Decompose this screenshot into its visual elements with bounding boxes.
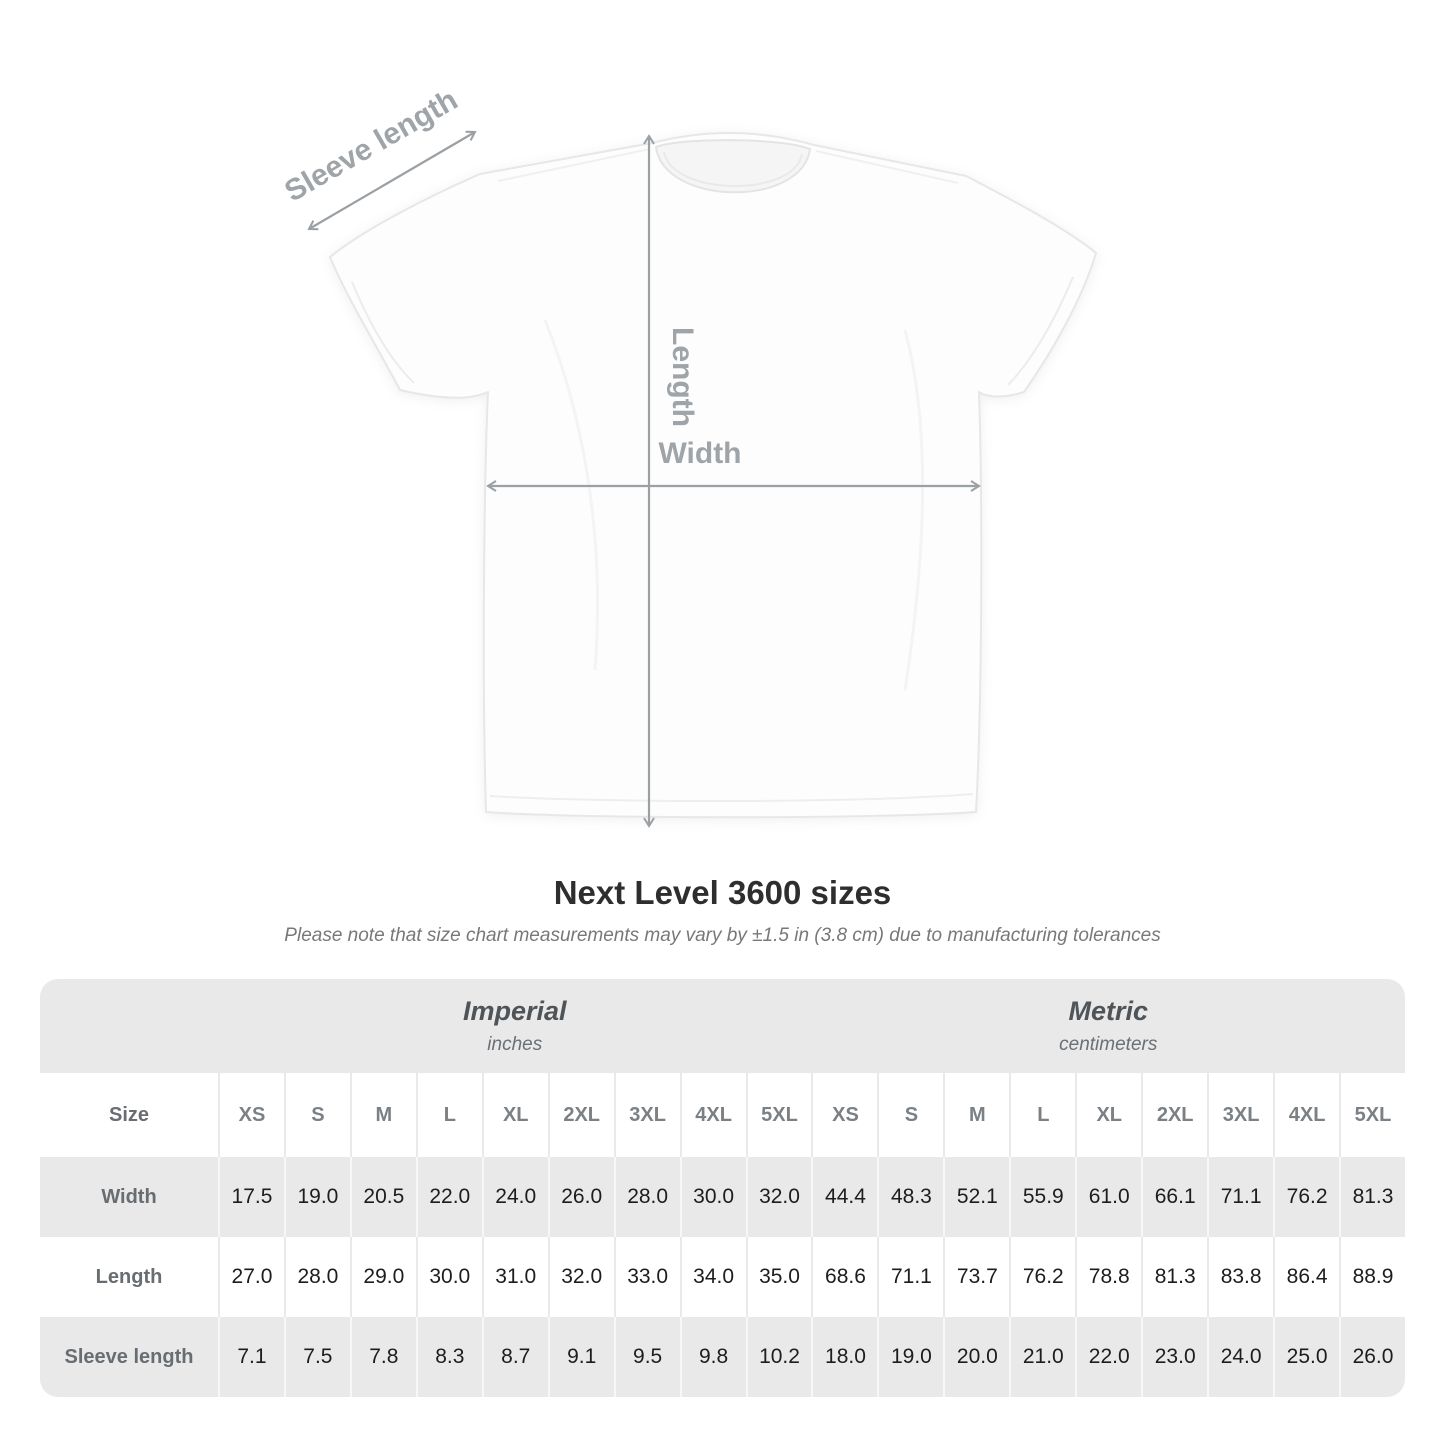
- measurement-value: 17.5: [218, 1157, 284, 1237]
- size-table: [40, 979, 1405, 1397]
- size-header-row: [40, 1073, 1405, 1157]
- measurement-value: 8.7: [482, 1317, 548, 1397]
- measurement-value: 30.0: [416, 1237, 482, 1317]
- measurement-value: 31.0: [482, 1237, 548, 1317]
- size-col-imperial-3xl: 3XL: [614, 1073, 680, 1157]
- measurement-value: 7.8: [350, 1317, 416, 1397]
- measurement-value: 9.8: [680, 1317, 746, 1397]
- measurement-value: 10.2: [746, 1317, 812, 1397]
- measurement-value: 76.2: [1273, 1157, 1339, 1237]
- row-length: [40, 1237, 1405, 1317]
- size-col-imperial-s: S: [284, 1073, 350, 1157]
- measurement-value: 23.0: [1141, 1317, 1207, 1397]
- measurement-value: 26.0: [548, 1157, 614, 1237]
- measurement-value: 61.0: [1075, 1157, 1141, 1237]
- measurement-value: 34.0: [680, 1237, 746, 1317]
- measurement-value: 25.0: [1273, 1317, 1339, 1397]
- size-col-imperial-xl: XL: [482, 1073, 548, 1157]
- measurement-value: 28.0: [284, 1237, 350, 1317]
- imperial-unit-header: [218, 979, 812, 1073]
- measurement-value: 21.0: [1009, 1317, 1075, 1397]
- measurement-value: 68.6: [811, 1237, 877, 1317]
- measurement-value: 9.5: [614, 1317, 680, 1397]
- size-col-imperial-4xl: 4XL: [680, 1073, 746, 1157]
- size-col-metric-s: S: [877, 1073, 943, 1157]
- tolerance-note: Please note that size chart measurements may vary by ±1.5 in (3.8 cm) due to manufacturing tolerances: [284, 925, 1161, 946]
- row-label: Length: [95, 1265, 163, 1288]
- measurement-value: 8.3: [416, 1317, 482, 1397]
- metric-label: Metric: [1068, 996, 1149, 1026]
- metric-unit-header: [812, 979, 1406, 1073]
- size-col-imperial-5xl: 5XL: [746, 1073, 812, 1157]
- imperial-label: Imperial: [462, 996, 567, 1026]
- measurement-value: 78.8: [1075, 1237, 1141, 1317]
- tshirt-graphic: [330, 133, 1096, 817]
- size-col-imperial-2xl: 2XL: [548, 1073, 614, 1157]
- measurement-value: 30.0: [680, 1157, 746, 1237]
- measurement-value: 32.0: [746, 1157, 812, 1237]
- size-col-metric-2xl: 2XL: [1141, 1073, 1207, 1157]
- measurement-value: 24.0: [1207, 1317, 1273, 1397]
- size-col-metric-m: M: [943, 1073, 1009, 1157]
- measurement-value: 73.7: [943, 1237, 1009, 1317]
- measurement-value: 88.9: [1339, 1237, 1405, 1317]
- measurement-value: 83.8: [1207, 1237, 1273, 1317]
- measurement-value: 29.0: [350, 1237, 416, 1317]
- size-col-metric-5xl: 5XL: [1339, 1073, 1405, 1157]
- size-col-metric-l: L: [1009, 1073, 1075, 1157]
- measurement-value: 35.0: [746, 1237, 812, 1317]
- measurement-value: 20.0: [943, 1317, 1009, 1397]
- measurement-value: 33.0: [614, 1237, 680, 1317]
- measurement-value: 71.1: [1207, 1157, 1273, 1237]
- tshirt-silhouette: [330, 133, 1096, 817]
- metric-sublabel: centimeters: [1059, 1034, 1158, 1055]
- measurement-value: 22.0: [416, 1157, 482, 1237]
- measurement-value: 32.0: [548, 1237, 614, 1317]
- measurement-value: 86.4: [1273, 1237, 1339, 1317]
- size-col-imperial-l: L: [416, 1073, 482, 1157]
- size-col-imperial-xs: XS: [218, 1073, 284, 1157]
- measurement-value: 48.3: [877, 1157, 943, 1237]
- measurement-value: 28.0: [614, 1157, 680, 1237]
- measurement-value: 71.1: [877, 1237, 943, 1317]
- size-col-metric-xl: XL: [1075, 1073, 1141, 1157]
- measurement-value: 27.0: [218, 1237, 284, 1317]
- size-col-metric-xs: XS: [811, 1073, 877, 1157]
- size-col-imperial-m: M: [350, 1073, 416, 1157]
- row-sleeve-length: [40, 1317, 1405, 1397]
- unit-header-band: [40, 979, 1405, 1073]
- measurement-value: 9.1: [548, 1317, 614, 1397]
- measurement-value: 44.4: [811, 1157, 877, 1237]
- imperial-sublabel: inches: [487, 1034, 543, 1055]
- measurement-value: 52.1: [943, 1157, 1009, 1237]
- length-label: Length: [666, 327, 699, 427]
- measurement-value: 7.1: [218, 1317, 284, 1397]
- measurement-value: 76.2: [1009, 1237, 1075, 1317]
- measurement-value: 22.0: [1075, 1317, 1141, 1397]
- measurement-value: 24.0: [482, 1157, 548, 1237]
- measurement-value: 81.3: [1339, 1157, 1405, 1237]
- size-header-cell: Size: [108, 1103, 150, 1126]
- row-width: [40, 1157, 1405, 1237]
- measurement-value: 19.0: [877, 1317, 943, 1397]
- measurement-value: 81.3: [1141, 1237, 1207, 1317]
- size-grid: [40, 1073, 1405, 1397]
- measurement-value: 18.0: [811, 1317, 877, 1397]
- width-label: Width: [658, 437, 742, 470]
- measurement-value: 55.9: [1009, 1157, 1075, 1237]
- sleeve-length-label: Sleeve length: [279, 83, 464, 209]
- page-title: Next Level 3600 sizes: [553, 874, 892, 911]
- size-col-metric-3xl: 3XL: [1207, 1073, 1273, 1157]
- row-label: Sleeve length: [64, 1345, 194, 1368]
- measurement-value: 19.0: [284, 1157, 350, 1237]
- size-col-metric-4xl: 4XL: [1273, 1073, 1339, 1157]
- measurement-value: 20.5: [350, 1157, 416, 1237]
- row-label: Width: [101, 1185, 157, 1208]
- measurement-value: 66.1: [1141, 1157, 1207, 1237]
- measurement-value: 26.0: [1339, 1317, 1405, 1397]
- measurement-value: 7.5: [284, 1317, 350, 1397]
